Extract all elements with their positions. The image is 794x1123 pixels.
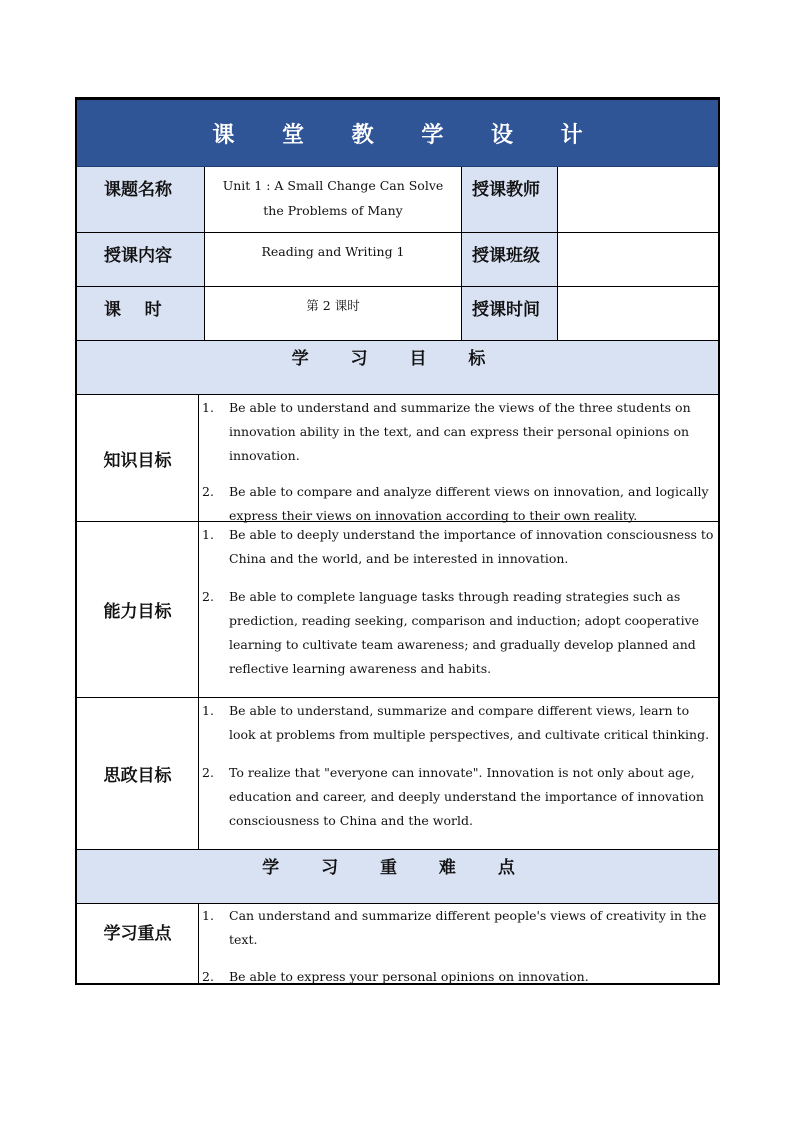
item-text: Be able to express your personal opinions on innovation. — [229, 969, 589, 984]
topic-value: Unit 1 : A Small Change Can Solve the Problems of Many — [205, 167, 462, 232]
objective-row-ideology — [77, 698, 718, 850]
item-number: 1. — [202, 703, 214, 718]
keypoint-body — [199, 904, 718, 983]
list-item — [199, 965, 714, 989]
list-item — [199, 699, 714, 747]
objective-body — [199, 395, 718, 521]
item-number: 1. — [202, 527, 214, 542]
period-label: 课 时 — [77, 287, 205, 340]
item-number: 1. — [202, 908, 214, 923]
objective-label: 知识目标 — [77, 395, 199, 521]
period-value: 第 2 课时 — [205, 287, 462, 340]
content-label: 授课内容 — [77, 233, 205, 286]
objective-body — [199, 698, 718, 849]
list-item — [199, 585, 714, 681]
item-number: 2. — [202, 484, 214, 499]
list-item — [199, 523, 714, 571]
keypoint-label: 学习重点 — [77, 904, 199, 983]
info-row-period — [77, 287, 718, 341]
item-text: Be able to understand and summarize the views of the three students on innovation ability in the text, and can express their personal opinions on innovation. — [229, 400, 691, 463]
objective-row-knowledge — [77, 395, 718, 522]
list-item — [199, 480, 714, 528]
objective-row-ability — [77, 522, 718, 698]
item-number: 2. — [202, 589, 214, 604]
item-text: Be able to deeply understand the importance of innovation consciousness to China and the world, and be interested in innovation. — [229, 527, 714, 566]
teacher-value — [558, 167, 718, 232]
class-value — [558, 233, 718, 286]
item-number: 1. — [202, 400, 214, 415]
item-number: 2. — [202, 969, 214, 984]
teacher-label: 授课教师 — [462, 167, 558, 232]
info-row-content — [77, 233, 718, 287]
objectives-heading: 学 习 目 标 — [77, 341, 718, 395]
objective-label: 思政目标 — [77, 698, 199, 849]
document-title: 课 堂 教 学 设 计 — [77, 100, 718, 167]
list-item — [199, 761, 714, 833]
class-label: 授课班级 — [462, 233, 558, 286]
keypoint-row — [77, 904, 718, 983]
topic-label: 课题名称 — [77, 167, 205, 232]
item-text: To realize that "everyone can innovate". Innovation is not only about age, education and career, and deeply understand the importance of innovation consciousness to China and the world. — [229, 765, 704, 828]
objective-label: 能力目标 — [77, 522, 199, 697]
item-text: Be able to compare and analyze different views on innovation, and logically express their views on innovation according to their own reality. — [229, 484, 709, 523]
keypoints-heading: 学 习 重 难 点 — [77, 850, 718, 904]
list-item — [199, 904, 714, 952]
item-text: Be able to complete language tasks through reading strategies such as prediction, reading seeking, comparison and induction; adopt cooperative learning to cultivate team awareness; and gradually develop planned and reflective learning awareness and habits. — [229, 589, 700, 676]
time-label: 授课时间 — [462, 287, 558, 340]
time-value — [558, 287, 718, 340]
item-text: Can understand and summarize different people's views of creativity in the text. — [229, 908, 707, 947]
lesson-plan-table — [75, 97, 720, 985]
objective-body — [199, 522, 718, 697]
item-number: 2. — [202, 765, 214, 780]
list-item — [199, 396, 714, 468]
content-value: Reading and Writing 1 — [205, 233, 462, 286]
info-row-topic — [77, 167, 718, 233]
item-text: Be able to understand, summarize and compare different views, learn to look at problems from multiple perspectives, and cultivate critical thinking. — [229, 703, 710, 742]
